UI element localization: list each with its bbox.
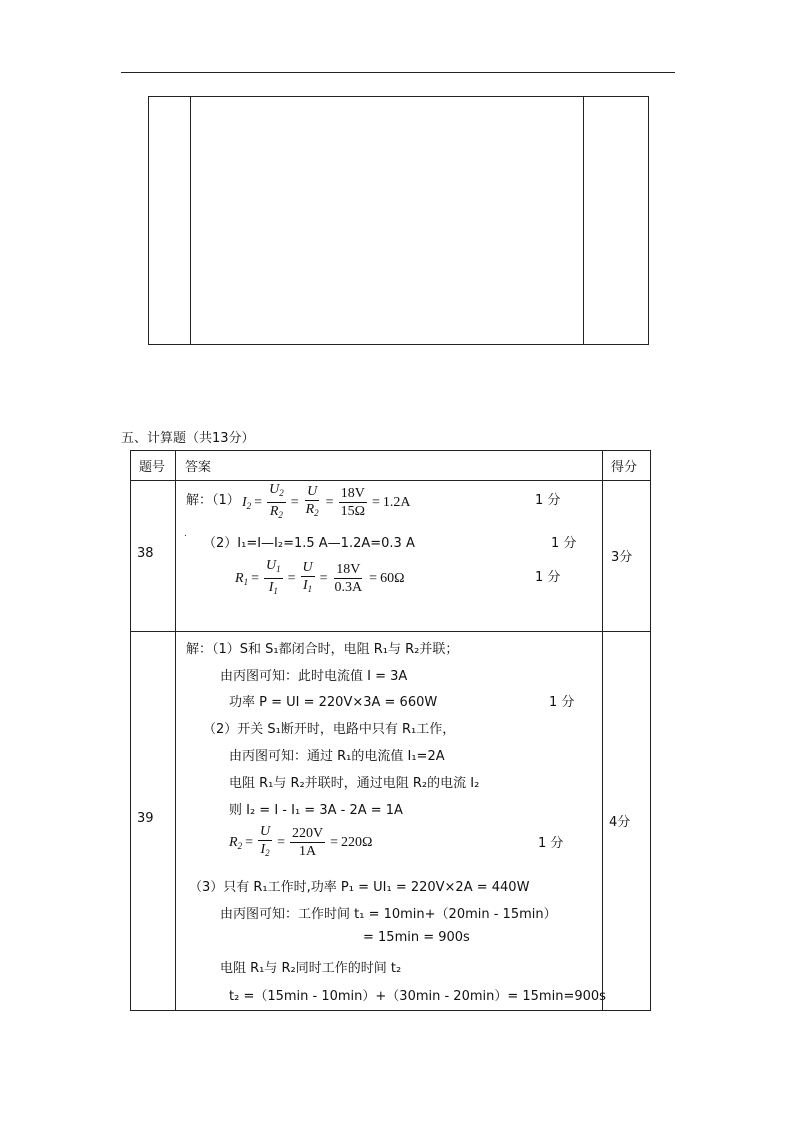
empty-answer-table: [148, 96, 649, 345]
q39-line-8: （3）只有 R₁工作时,功率 P₁ = UI₁ = 220V×2A = 440W: [189, 880, 530, 895]
table-row-divider-38: [130, 631, 651, 632]
q39-line-12: t₂ =（15min - 10min）+（30min - 20min）= 15min=900s: [229, 989, 606, 1004]
header-score: 得分: [611, 460, 638, 475]
section-title: 五、计算题（共13分）: [121, 431, 255, 446]
q39-equation: $R_2$ = $\frac{U}{I_2}$ = $\frac{220V}{1A}$ = 220Ω: [229, 824, 373, 859]
header-rule: [121, 72, 675, 73]
header-question-number: 题号: [139, 460, 166, 475]
q39-line-6: 电阻 R₁与 R₂并联时，通过电阻 R₂的电流 I₂: [229, 776, 480, 791]
q39-line-7: 则 I₂ = I - I₁ = 3A - 2A = 1A: [229, 803, 403, 818]
q38-equation-1: $I_2$ = $\frac{U_2}{R_2}$ = $\frac{U}{R_2}$ = $\frac{18V}{15\Omega}$ = 1.2A: [242, 482, 411, 520]
q38-equation-2: $R_1$ = $\frac{U_1}{I_1}$ = $\frac{U}{I_1}$ = $\frac{18V}{0.3A}$ = 60Ω: [235, 558, 405, 596]
q39-line-9: 由丙图可知：工作时间 t₁ = 10min+（20min - 15min）: [220, 907, 557, 922]
q39-score: 4分: [609, 815, 631, 830]
q38-score: 3分: [611, 550, 633, 565]
q39-line-3: 功率 P = UI = 220V×3A = 660W: [229, 695, 438, 710]
q38-number: 38: [137, 546, 154, 561]
q39-line-5: 由丙图可知：通过 R₁的电流值 I₁=2A: [229, 749, 445, 764]
header-answer: 答案: [185, 460, 212, 475]
q39-equation-mark: 1 分: [538, 836, 564, 851]
q38-mark-2: 1 分: [551, 536, 577, 551]
table-col-divider-1: [175, 450, 176, 1011]
q39-line-11: 电阻 R₁与 R₂同时工作的时间 t₂: [220, 961, 402, 976]
empty-table-divider-right: [583, 96, 584, 344]
empty-table-divider-left: [190, 96, 191, 344]
q38-mark-1: 1 分: [535, 493, 561, 508]
q38-line2: （2）I₁=I—I₂=1.5 A—1.2A=0.3 A: [203, 536, 415, 551]
table-col-divider-2: [602, 450, 603, 1011]
q38-line1-prefix: 解：（1）: [186, 493, 240, 508]
q39-number: 39: [137, 811, 154, 826]
q39-line-2: 由丙图可知：此时电流值 I = 3A: [220, 669, 408, 684]
q38-mark-3: 1 分: [535, 570, 561, 585]
q39-line-4: （2）开关 S₁断开时，电路中只有 R₁工作，: [203, 722, 456, 737]
q39-line-1: 解：（1）S和 S₁都闭合时，电阻 R₁与 R₂并联；: [186, 642, 459, 657]
q39-line-3-mark: 1 分: [549, 695, 575, 710]
q38-dot: .: [184, 529, 187, 539]
q39-line-10: = 15min = 900s: [363, 930, 470, 945]
